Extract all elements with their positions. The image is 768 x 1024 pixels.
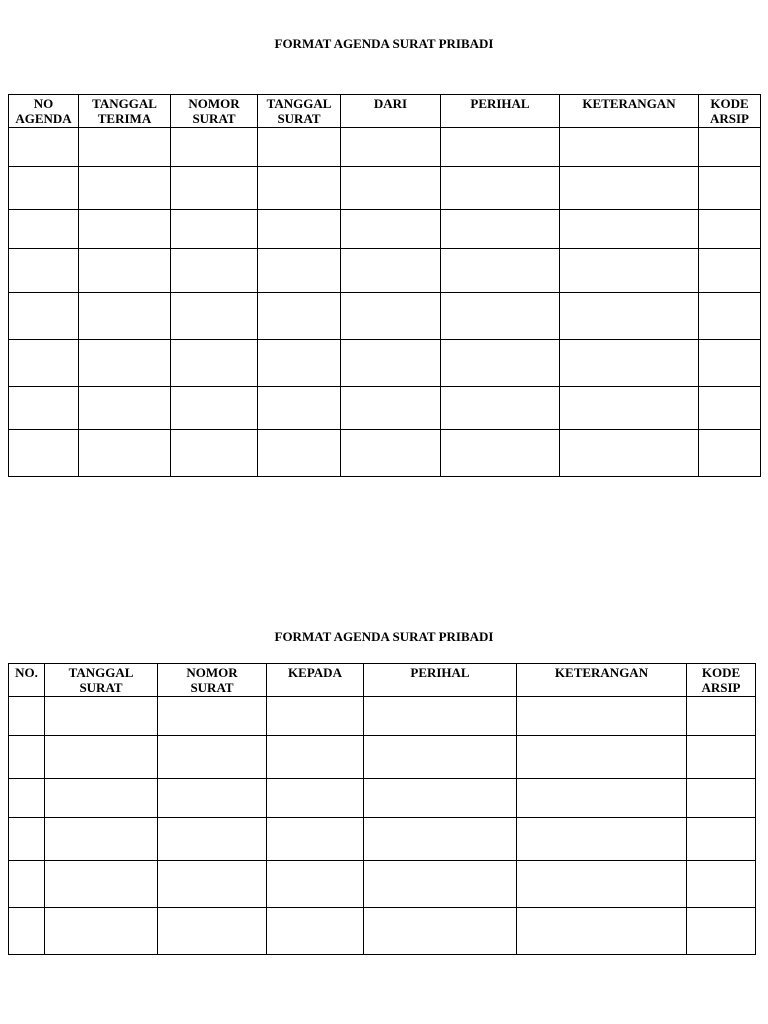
- table-row: [9, 210, 761, 249]
- table-header-row: [9, 95, 761, 128]
- table-cell: [699, 249, 761, 293]
- table-header-row: [9, 664, 756, 697]
- column-header: PERIHAL: [364, 664, 517, 697]
- table-cell: [560, 293, 699, 340]
- table-cell: [258, 128, 341, 167]
- table-cell: [45, 861, 158, 908]
- table-cell: [158, 736, 267, 779]
- table-cell: [267, 818, 364, 861]
- table-cell: [9, 430, 79, 477]
- agenda-table-received: [8, 94, 761, 477]
- table-cell: [45, 736, 158, 779]
- column-header: KETERANGAN: [560, 95, 699, 128]
- table-row: [9, 779, 756, 818]
- table-cell: [699, 387, 761, 430]
- table-cell: [258, 167, 341, 210]
- table-cell: [267, 779, 364, 818]
- table-cell: [79, 128, 171, 167]
- table-cell: [441, 128, 560, 167]
- column-header: TANGGAL SURAT: [258, 95, 341, 128]
- document-title-1: FORMAT AGENDA SURAT PRIBADI: [274, 36, 494, 51]
- table-cell: [699, 340, 761, 387]
- table-cell: [267, 861, 364, 908]
- table-cell: [364, 861, 517, 908]
- table-cell: [45, 779, 158, 818]
- table-row: [9, 340, 761, 387]
- table-cell: [171, 210, 258, 249]
- table-cell: [267, 736, 364, 779]
- table-cell: [364, 779, 517, 818]
- table-row: [9, 861, 756, 908]
- table-row: [9, 387, 761, 430]
- column-header: KODE ARSIP: [699, 95, 761, 128]
- table-cell: [560, 340, 699, 387]
- table-cell: [517, 736, 687, 779]
- table-cell: [441, 210, 560, 249]
- table-cell: [171, 128, 258, 167]
- table-row: [9, 908, 756, 955]
- table-cell: [517, 861, 687, 908]
- table-row: [9, 818, 756, 861]
- table-cell: [364, 818, 517, 861]
- table-cell: [158, 861, 267, 908]
- column-header: NOMOR SURAT: [158, 664, 267, 697]
- table-cell: [687, 818, 756, 861]
- table-row: [9, 736, 756, 779]
- table-cell: [441, 340, 560, 387]
- table-cell: [267, 908, 364, 955]
- table-cell: [158, 908, 267, 955]
- table-cell: [699, 128, 761, 167]
- column-header: NOMOR SURAT: [171, 95, 258, 128]
- column-header: DARI: [341, 95, 441, 128]
- table-cell: [79, 340, 171, 387]
- table-cell: [158, 818, 267, 861]
- table-cell: [687, 908, 756, 955]
- table-cell: [9, 697, 45, 736]
- table-cell: [687, 861, 756, 908]
- table-cell: [517, 908, 687, 955]
- table-cell: [9, 128, 79, 167]
- table-cell: [9, 210, 79, 249]
- table-cell: [171, 293, 258, 340]
- table-cell: [9, 340, 79, 387]
- document-title-2: FORMAT AGENDA SURAT PRIBADI: [274, 629, 494, 644]
- table-cell: [560, 249, 699, 293]
- column-header: TANGGAL TERIMA: [79, 95, 171, 128]
- table-row: [9, 167, 761, 210]
- table-row: [9, 430, 761, 477]
- table-cell: [364, 697, 517, 736]
- column-header: KEPADA: [267, 664, 364, 697]
- table-cell: [9, 387, 79, 430]
- table-cell: [45, 908, 158, 955]
- table-cell: [560, 210, 699, 249]
- table-cell: [9, 908, 45, 955]
- table-row: [9, 128, 761, 167]
- table-cell: [267, 697, 364, 736]
- table-cell: [517, 697, 687, 736]
- table-cell: [341, 340, 441, 387]
- column-header: KETERANGAN: [517, 664, 687, 697]
- column-header: NO.: [9, 664, 45, 697]
- table-cell: [699, 430, 761, 477]
- table-cell: [364, 736, 517, 779]
- table-cell: [441, 293, 560, 340]
- table-row: [9, 697, 756, 736]
- table-cell: [45, 818, 158, 861]
- table-cell: [79, 167, 171, 210]
- table-cell: [258, 293, 341, 340]
- column-header: NO AGENDA: [9, 95, 79, 128]
- table-cell: [9, 167, 79, 210]
- table-cell: [9, 818, 45, 861]
- table-cell: [158, 697, 267, 736]
- table-row: [9, 249, 761, 293]
- table-cell: [171, 249, 258, 293]
- table-cell: [258, 430, 341, 477]
- table-cell: [9, 249, 79, 293]
- table-cell: [687, 697, 756, 736]
- table-cell: [441, 167, 560, 210]
- table-cell: [441, 387, 560, 430]
- table-row: [9, 293, 761, 340]
- table-cell: [364, 908, 517, 955]
- table-cell: [9, 293, 79, 340]
- table-cell: [9, 779, 45, 818]
- column-header: PERIHAL: [441, 95, 560, 128]
- table-cell: [560, 128, 699, 167]
- table-cell: [341, 167, 441, 210]
- table-cell: [79, 430, 171, 477]
- table-cell: [171, 340, 258, 387]
- table-cell: [171, 387, 258, 430]
- table-cell: [79, 249, 171, 293]
- table-cell: [341, 249, 441, 293]
- column-header: TANGGAL SURAT: [45, 664, 158, 697]
- table-cell: [258, 210, 341, 249]
- table-cell: [258, 340, 341, 387]
- table-cell: [341, 387, 441, 430]
- table-cell: [517, 779, 687, 818]
- table-cell: [258, 249, 341, 293]
- table-cell: [79, 387, 171, 430]
- table-cell: [9, 861, 45, 908]
- table-cell: [560, 387, 699, 430]
- table-cell: [79, 210, 171, 249]
- table-cell: [341, 430, 441, 477]
- table-cell: [517, 818, 687, 861]
- table-cell: [687, 779, 756, 818]
- table-cell: [341, 293, 441, 340]
- table-cell: [171, 167, 258, 210]
- table-cell: [258, 387, 341, 430]
- table-cell: [560, 167, 699, 210]
- table-cell: [699, 167, 761, 210]
- table-cell: [9, 736, 45, 779]
- table-cell: [687, 736, 756, 779]
- table-cell: [158, 779, 267, 818]
- table-cell: [79, 293, 171, 340]
- table-cell: [699, 210, 761, 249]
- column-header: KODE ARSIP: [687, 664, 756, 697]
- table-cell: [341, 210, 441, 249]
- table-cell: [441, 430, 560, 477]
- table-cell: [560, 430, 699, 477]
- table-cell: [171, 430, 258, 477]
- table-cell: [441, 249, 560, 293]
- table-cell: [341, 128, 441, 167]
- table-cell: [45, 697, 158, 736]
- table-cell: [699, 293, 761, 340]
- agenda-table-sent: [8, 663, 756, 955]
